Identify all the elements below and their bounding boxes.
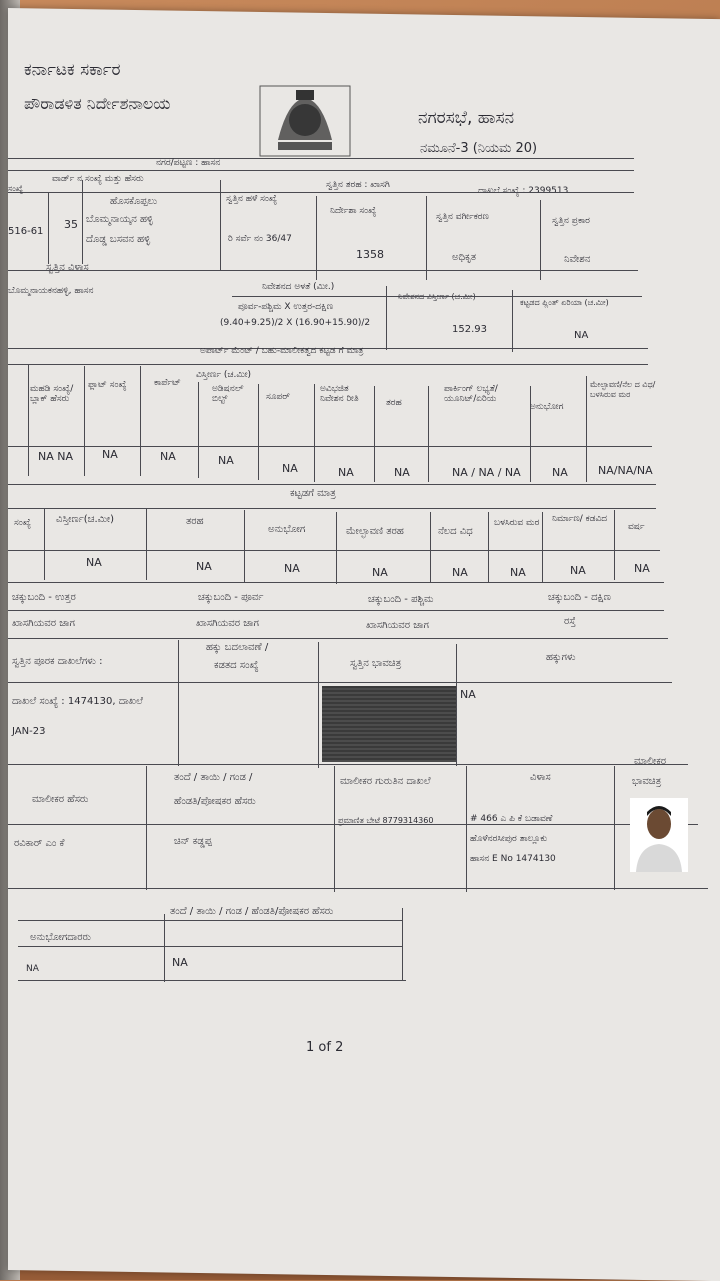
owner-name: ರವಿಕಾರ್ ಎಂ ಕೆ bbox=[14, 838, 65, 849]
page-number: 1 of 2 bbox=[306, 1040, 344, 1055]
rights-label: ಹಕ್ಕುಗಳು bbox=[546, 652, 576, 663]
flat-col: ಫ್ಲಾಟ್ ಸಂಖ್ಯೆ bbox=[88, 380, 127, 390]
use-col: ಅನುಭೋಗ bbox=[530, 402, 564, 412]
apt-block-value: NA NA bbox=[38, 450, 74, 463]
bld-use-col: ಅನುಭೋಗ bbox=[268, 524, 306, 535]
kind-label: ಸ್ವತ್ತಿನ ಪ್ರಕಾರ bbox=[552, 216, 590, 226]
rights-value: NA bbox=[460, 688, 476, 701]
entry-number: ದಾಖಲೆ ಸಂಖ್ಯೆ : 2399513 bbox=[478, 186, 569, 196]
transfer-label-1: ಹಕ್ಕು ಬದಲಾವಣೆ / bbox=[206, 642, 269, 653]
owner-address-3: ಹಾಸನ E No 1474130 bbox=[470, 854, 556, 864]
owner-parent: ಚಿನ್ ಕಡ್ಡಪ್ಪ bbox=[174, 836, 212, 847]
bld-year-col: ವರ್ಷ bbox=[628, 522, 645, 532]
support-docs-label: ಸ್ವತ್ತಿನ ಪೂರಕ ದಾಖಲೆಗಳು : bbox=[12, 656, 103, 667]
bld-area-col: ವಿಸ್ತೀರ್ಣ(ಚ.ಮೀ) bbox=[56, 514, 115, 525]
built-area-label: ಕಟ್ಟಡದ ಪ್ಲಿಂತ್ ಏರಿಯಾ (ಚ.ಮೀ) bbox=[520, 298, 609, 307]
owner-id-label: ಮಾಲೀಕರ ಗುರುತಿನ ದಾಖಲೆ bbox=[340, 776, 431, 787]
apt-roof-value: NA/NA/NA bbox=[598, 464, 653, 477]
bld-type-col: ತರಹ bbox=[186, 516, 204, 527]
boundary-south-value: ರಸ್ತೆ bbox=[564, 616, 576, 627]
bld-use-value: NA bbox=[284, 562, 300, 575]
boundary-south-label: ಚಕ್ಕುಬಂದಿ - ದಕ್ಷಿಣ bbox=[548, 592, 611, 603]
directorate-title: ಪೌರಾಡಳಿತ ನಿರ್ದೇಶನಾಲಯ bbox=[24, 94, 171, 113]
occupant-label: ಅನುಭೋಗದಾರರು bbox=[30, 932, 91, 943]
apt-extra-value: NA bbox=[218, 454, 234, 467]
boundary-north-label: ಚಕ್ಕುಬಂದಿ - ಉತ್ತರ bbox=[12, 592, 76, 603]
property-id: 516-61 bbox=[8, 226, 44, 237]
old-number: ರಿ ಸರ್ವೆ ನಂ 36/47 bbox=[228, 234, 292, 244]
owner-photo-label-1: ಮಾಲೀಕರ bbox=[634, 756, 667, 767]
boundary-east-value: ಖಾಸಗಿಯವರ ಜಾಗ bbox=[196, 618, 259, 629]
site-area-value: 152.93 bbox=[452, 324, 487, 335]
old-number-label: ಸ್ವತ್ತಿನ ಹಳೆ ಸಂಖ್ಯೆ bbox=[226, 194, 278, 204]
owner-name-label: ಮಾಲೀಕರ ಹೆಸರು bbox=[32, 794, 89, 805]
apartment-area-head: ವಿಸ್ತೀರ್ಣ (ಚ.ಮೀ) bbox=[196, 370, 252, 380]
person-icon bbox=[630, 798, 688, 872]
category-value: ಅಧಿಕೃತ bbox=[452, 252, 477, 263]
apt-type-value: NA bbox=[394, 466, 410, 479]
ward-name-2: ಬೊಮ್ಮನಾಯ್ಕನ ಹಳ್ಳಿ bbox=[86, 214, 153, 225]
owner-address-label: ವಿಳಾಸ bbox=[530, 772, 551, 783]
boundary-east-label: ಚಕ್ಕುಬಂದಿ - ಪೂರ್ವ bbox=[198, 592, 264, 603]
boundary-north-value: ಖಾಸಗಿಯವರ ಜಾಗ bbox=[12, 618, 75, 629]
address-label: ಸ್ವತ್ತಿನ ವಿಳಾಸ bbox=[46, 262, 89, 273]
number-label: ಸಂಖ್ಯೆ bbox=[8, 184, 24, 193]
apt-parking-value: NA / NA / NA bbox=[452, 466, 521, 479]
transfer-label-2: ಕಡತದ ಸಂಖ್ಯೆ bbox=[214, 660, 259, 671]
additional-col: ಅಡಿಷನಲ್ ಬಿಲ್ಟ್ bbox=[212, 384, 244, 404]
site-dimension-label: ನಿವೇಶನದ ಅಳತೆ (ಮೀ.) bbox=[262, 282, 335, 292]
owner-address-1: # 466 ಎ ಪಿ ಕೆ ಬಡಾವಣೆ bbox=[470, 814, 553, 824]
bld-floor-col: ನೆಲದ ವಿಧ bbox=[438, 526, 473, 537]
office-name: ನಗರಸಭೆ, ಹಾಸನ bbox=[418, 108, 515, 128]
ward-number: 35 bbox=[64, 218, 78, 231]
karnataka-emblem-icon bbox=[258, 80, 352, 160]
bld-no-col: ಸಂಖ್ಯೆ bbox=[14, 518, 31, 528]
kind-value: ನಿವೇಶನ bbox=[564, 254, 591, 265]
ward-label: ವಾರ್ಡ್ ನ ಸಂಖ್ಯೆ ಮತ್ತು ಹೆಸರು bbox=[52, 174, 144, 184]
dimensions-line-2: (9.40+9.25)/2 X (16.90+15.90)/2 bbox=[220, 318, 371, 328]
form-number: ನಮೂನೆ-3 (ನಿಯಮ 20) bbox=[420, 141, 538, 156]
reg-number: 1358 bbox=[356, 248, 384, 261]
bld-year-value: NA bbox=[634, 562, 650, 575]
share-col: ಅವಿಭಜಿತ ನಿವೇಶನ ರೀತಿ bbox=[320, 384, 359, 404]
bld-area-value: NA bbox=[86, 556, 102, 569]
category-label: ಸ್ವತ್ತಿನ ವರ್ಗೀಕರಣ bbox=[436, 212, 489, 222]
boundary-west-label: ಚಕ್ಕುಬಂದಿ - ಪಶ್ಚಿಮ bbox=[368, 594, 434, 605]
ward-name-3: ದೊಡ್ಡ ಬಸವನ ಹಳ್ಳಿ bbox=[86, 234, 151, 245]
owner-id: ಪ್ರಮಾಣಿತ ಬೇಟೆ 8779314360 bbox=[338, 816, 434, 825]
parent-label-1: ತಂದೆ / ತಾಯಿ / ಗಂಡ / bbox=[174, 772, 253, 783]
bld-wood-col: ಬಳಸಿರುವ ಮರ bbox=[494, 518, 540, 528]
apt-flat-value: NA bbox=[102, 448, 118, 461]
address-value: ಬೊಮ್ಮನಾಯಕನಹಳ್ಳಿ, ಹಾಸನ bbox=[8, 286, 94, 296]
ward-name-1: ಹೊಸಕೊಪ್ಪಲು bbox=[110, 196, 158, 207]
apt-super-value: NA bbox=[282, 462, 298, 475]
bld-wood-value: NA bbox=[510, 566, 526, 579]
apartment-title: ಅಪಾರ್ಟ್ ಮೆಂಟ್ / ಬಹು-ಮಾಲೀಕತ್ವದ ಕಟ್ಟಡ ಗೆ ಮಾತ್ರ bbox=[200, 346, 364, 356]
bld-built-col: ನಿರ್ಮಾಣ/ ಕಡವಿದ bbox=[552, 514, 608, 524]
doc-entry-date: JAN-23 bbox=[12, 726, 46, 737]
property-photo-label: ಸ್ವತ್ತಿನ ಭಾವಚಿತ್ರ bbox=[350, 658, 402, 669]
occupant-name: NA bbox=[26, 964, 39, 974]
parking-col: ಪಾರ್ಕಿಂಗ್ ಲಭ್ಯತೆ/ಯೂನಿಟ್/ಏರಿಯ bbox=[444, 384, 498, 404]
super-col: ಸೂಪರ್ bbox=[266, 392, 290, 402]
roof-col: ಮೇಲ್ಛಾವಣಿ/ನೆಲ ದ ವಿಧ/ಬಳಸಿರುವ ಮರ bbox=[590, 380, 656, 399]
apt-share-value: NA bbox=[338, 466, 354, 479]
site-area-label: ನಿವೇಶನದ ವಿಸ್ತೀರ್ಣ (ಚ.ಮೀ) bbox=[398, 292, 476, 301]
occupant-parent: NA bbox=[172, 956, 188, 969]
bld-built-value: NA bbox=[570, 564, 586, 577]
type-col: ತರಹ bbox=[386, 398, 402, 408]
carpet-col: ಕಾರ್ಪೆಟ್ bbox=[154, 378, 181, 388]
occupant-parent-label: ತಂದೆ / ತಾಯಿ / ಗಂಡ / ಹೆಂಡತಿ/ಪೋಷಕರ ಹೆಸರು bbox=[170, 906, 334, 917]
bld-floor-value: NA bbox=[452, 566, 468, 579]
block-col: ಮಹಡಿ ಸಂಖ್ಯೆ/ಬ್ಲಾಕ್ ಹೆಸರು bbox=[30, 384, 74, 404]
property-photo bbox=[322, 686, 456, 762]
boundary-west-value: ಖಾಸಗಿಯವರ ಜಾಗ bbox=[366, 620, 429, 631]
govt-title: ಕರ್ನಾಟಕ ಸರ್ಕಾರ bbox=[24, 60, 121, 80]
apt-use-value: NA bbox=[552, 466, 568, 479]
reg-number-label: ನಿರ್ದೇಶಾ ಸಂಖ್ಯೆ bbox=[330, 206, 377, 216]
dimensions-line-1: ಪೂರ್ವ-ಪಶ್ಚಿಮ X ಉತ್ತರ-ದಕ್ಷಿಣ bbox=[238, 302, 334, 312]
built-area-value: NA bbox=[574, 330, 589, 341]
owner-photo-label-2: ಭಾವಚಿತ್ರ bbox=[632, 776, 662, 787]
bld-roof-value: NA bbox=[372, 566, 388, 579]
bld-roof-col: ಮೇಲ್ಛಾವಣಿ ತರಹ bbox=[346, 526, 404, 537]
city-label: ನಗರ/ಪಟ್ಟಣ : ಹಾಸನ bbox=[156, 158, 221, 168]
parent-label-2: ಹೆಂಡತಿ/ಪೋಷಕರ ಹೆಸರು bbox=[174, 796, 256, 807]
owner-address-2: ಹೊಳೆನರಸೀಪುರ ತಾಲ್ಲೂಕು bbox=[470, 834, 548, 844]
apt-carpet-value: NA bbox=[160, 450, 176, 463]
property-type: ಸ್ವತ್ತಿನ ತರಹ : ಖಾಸಗಿ bbox=[326, 180, 390, 190]
building-title: ಕಟ್ಟಡಗೆ ಮಾತ್ರ bbox=[290, 488, 336, 499]
doc-entry-number: ದಾಖಲೆ ಸಂಖ್ಯೆ : 1474130, ದಾಖಲೆ bbox=[12, 696, 143, 707]
owner-photo bbox=[630, 798, 688, 872]
bld-type-value: NA bbox=[196, 560, 212, 573]
